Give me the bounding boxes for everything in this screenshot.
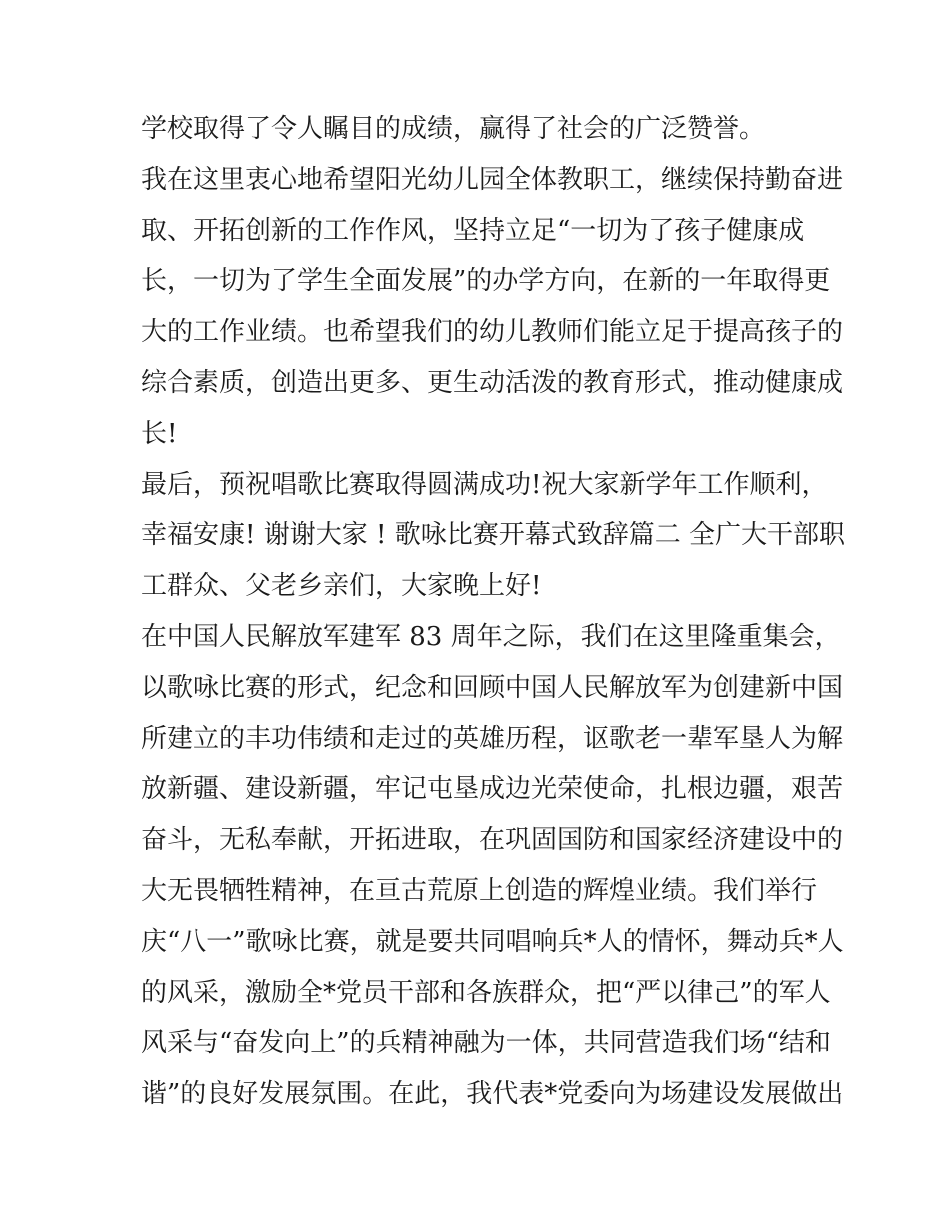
text-line: 我在这里衷心地希望阳光幼儿园全体教职工，继续保持勤奋进: [141, 164, 844, 195]
text-line: 庆“八一”歌咏比赛，就是要共同唱响兵*人的情怀，舞动兵*人: [141, 926, 844, 957]
text-line: 长!: [141, 418, 178, 449]
text-line: 综合素质，创造出更多、更生动活泼的教育形式，推动健康成: [141, 367, 844, 398]
document-body: [141, 104, 845, 1120]
text-line: 学校取得了令人瞩目的成绩，赢得了社会的广泛赞誉。: [141, 114, 766, 144]
text-line: 的风采，激励全*党员干部和各族群众，把“严以律己”的军人: [141, 977, 831, 1008]
text-line: 大无畏牺牲精神，在亘古荒原上创造的辉煌业绩。我们举行: [141, 875, 818, 906]
text-line: 幸福安康! 谢谢大家 ! 歌咏比赛开幕式致辞篇二 全广大干部职: [141, 520, 845, 551]
text-line: 取、开拓创新的工作作风，坚持立足“一切为了孩子健康成: [141, 215, 805, 246]
text-line: 风采与“奋发向上”的兵精神融为一体，共同营造我们场“结和: [141, 1028, 831, 1059]
text-line: 最后，预祝唱歌比赛取得圆满成功!祝大家新学年工作顺利，: [141, 469, 828, 500]
text-line: 工群众、父老乡亲们，大家晚上好!: [141, 571, 542, 602]
text-line: 在中国人民解放军建军 83 周年之际，我们在这里隆重集会，: [141, 621, 841, 652]
text-line: 谐”的良好发展氛围。在此，我代表*党委向为场建设发展做出: [141, 1079, 844, 1110]
text-line: 大的工作业绩。也希望我们的幼儿教师们能立足于提高孩子的: [141, 317, 844, 348]
text-line: 以歌咏比赛的形式，纪念和回顾中国人民解放军为创建新中国: [141, 672, 844, 703]
text-line: 放新疆、建设新疆，牢记屯垦成边光荣使命，扎根边疆，艰苦: [141, 774, 844, 805]
text-line: 长，一切为了学生全面发展”的办学方向，在新的一年取得更: [141, 266, 831, 297]
text-line: 所建立的丰功伟绩和走过的英雄历程，讴歌老一辈军垦人为解: [141, 723, 844, 754]
text-line: 奋斗，无私奉献，开拓进取，在巩固国防和国家经济建设中的: [141, 825, 844, 856]
